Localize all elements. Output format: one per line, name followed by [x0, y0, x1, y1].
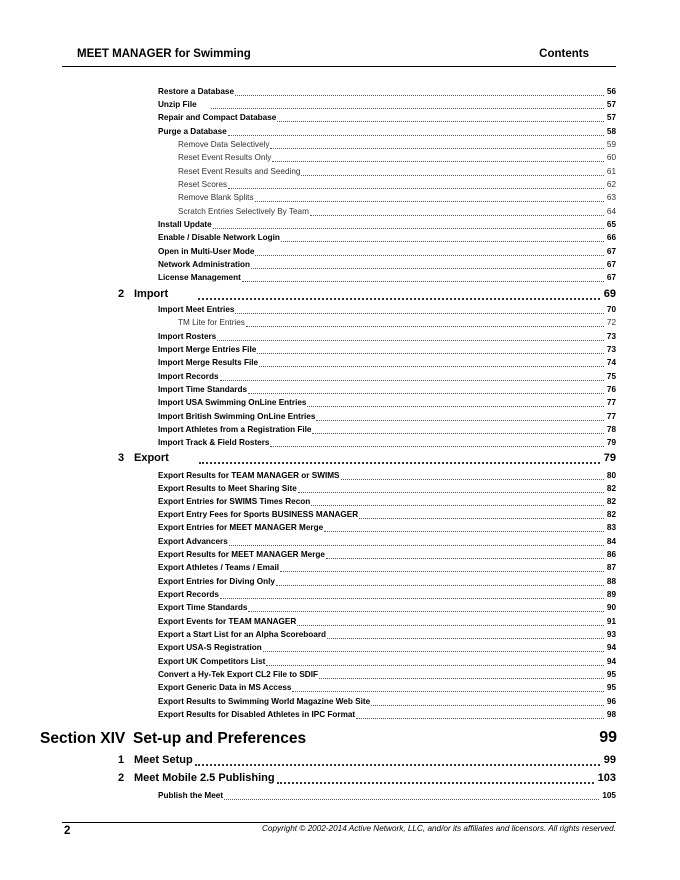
page-header	[77, 46, 617, 66]
toc-entry[interactable]: Export Results for TEAM MANAGER or SWIMS 80	[158, 471, 616, 480]
toc-entry[interactable]: Export Events for TEAM MANAGER 91	[158, 617, 616, 626]
toc-entry[interactable]: Export Results for Disabled Athletes in IPC Format 98	[158, 710, 616, 719]
header-divider	[62, 66, 616, 67]
toc-entry[interactable]: Import USA Swimming OnLine Entries 77	[158, 398, 616, 407]
toc-subentry[interactable]: Scratch Entries Selectively By Team 64	[178, 207, 616, 216]
toc-entry[interactable]: Export Records 89	[158, 590, 616, 599]
toc-entry[interactable]: Network Administration 67	[158, 260, 616, 269]
page-number: 2	[64, 825, 71, 837]
toc-chapter-meet-setup[interactable]: 1 Meet Setup 99	[118, 754, 616, 766]
toc-subentry[interactable]: Remove Blank Splits 63	[178, 193, 616, 202]
toc-entry[interactable]: Export Results to Swimming World Magazine Web Site 96	[158, 697, 616, 706]
toc-entry[interactable]: Export Results to Meet Sharing Site 82	[158, 484, 616, 493]
toc-entry[interactable]: Purge a Database 58	[158, 127, 616, 136]
toc-chapter-import[interactable]: 2 Import 69	[118, 288, 616, 300]
toc-subentry[interactable]: Reset Event Results Only 60	[178, 153, 616, 162]
toc-entry[interactable]: Import Track & Field Rosters 79	[158, 438, 616, 447]
toc-subentry[interactable]: Reset Scores 62	[178, 180, 616, 189]
toc-entry[interactable]: Export Entries for Diving Only 88	[158, 577, 616, 586]
toc-entry[interactable]: Export a Start List for an Alpha Scoreboard 93	[158, 630, 616, 639]
toc-subentry[interactable]: Reset Event Results and Seeding 61	[178, 167, 616, 176]
toc-entry[interactable]: Convert a Hy-Tek Export CL2 File to SDIF 95	[158, 670, 616, 679]
section-title: Set-up and Preferences	[133, 730, 307, 747]
toc-entry[interactable]: Export Advancers 84	[158, 537, 616, 546]
toc-subentry[interactable]: Remove Data Selectively 59	[178, 140, 616, 149]
toc-entry[interactable]: Import Rosters 73	[158, 332, 616, 341]
toc-entry[interactable]: Export Time Standards 90	[158, 603, 616, 612]
toc-entry[interactable]: Enable / Disable Network Login 66	[158, 233, 616, 242]
section-page: 99	[599, 729, 617, 746]
toc-section-heading[interactable]	[40, 728, 617, 752]
toc-entry[interactable]: Import Merge Entries File 73	[158, 345, 616, 354]
toc-entry[interactable]: Export Entries for MEET MANAGER Merge 83	[158, 523, 616, 532]
toc-entry[interactable]: Export Entries for SWIMS Times Recon 82	[158, 497, 616, 506]
toc-entry[interactable]: Import Time Standards 76	[158, 385, 616, 394]
toc-chapter-export[interactable]: 3 Export 79	[118, 452, 616, 464]
toc-entry[interactable]: Export Entry Fees for Sports BUSINESS MANAGER 82	[158, 510, 616, 519]
copyright-notice: Copyright © 2002-2014 Active Network, LLC, and/or its affiliates and licensors. All rights reserved.	[261, 824, 616, 833]
toc-entry[interactable]: Install Update 65	[158, 220, 616, 229]
toc-entry[interactable]: Unzip File 57	[158, 100, 616, 109]
header-section-name: Contents	[539, 48, 589, 60]
toc-entry[interactable]: License Management 67	[158, 273, 616, 282]
toc-entry[interactable]: Import Athletes from a Registration File 78	[158, 425, 616, 434]
toc-entry[interactable]: Import Merge Results File 74	[158, 358, 616, 367]
section-number: Section XIV	[40, 730, 126, 747]
document-title: MEET MANAGER for Swimming	[77, 48, 251, 60]
toc-entry[interactable]: Open in Multi-User Mode 67	[158, 247, 616, 256]
toc-entry[interactable]: Export USA-S Registration 94	[158, 643, 616, 652]
toc-entry[interactable]: Publish the Meet 105	[158, 791, 616, 800]
toc-chapter-meet-mobile[interactable]: 2 Meet Mobile 2.5 Publishing 103	[118, 772, 616, 784]
toc-entry[interactable]: Export UK Competitors List 94	[158, 657, 616, 666]
toc-entry[interactable]: Repair and Compact Database 57	[158, 113, 616, 122]
toc-entry[interactable]: Restore a Database 56	[158, 87, 616, 96]
toc-entry[interactable]: Import British Swimming OnLine Entries 77	[158, 412, 616, 421]
toc-entry[interactable]: Export Results for MEET MANAGER Merge 86	[158, 550, 616, 559]
toc-entry[interactable]: Import Meet Entries 70	[158, 305, 616, 314]
toc-subentry[interactable]: TM Lite for Entries 72	[178, 318, 616, 327]
toc-entry[interactable]: Export Generic Data in MS Access 95	[158, 683, 616, 692]
footer-divider	[62, 822, 616, 823]
toc-entry[interactable]: Export Athletes / Teams / Email 87	[158, 563, 616, 572]
toc-entry[interactable]: Import Records 75	[158, 372, 616, 381]
